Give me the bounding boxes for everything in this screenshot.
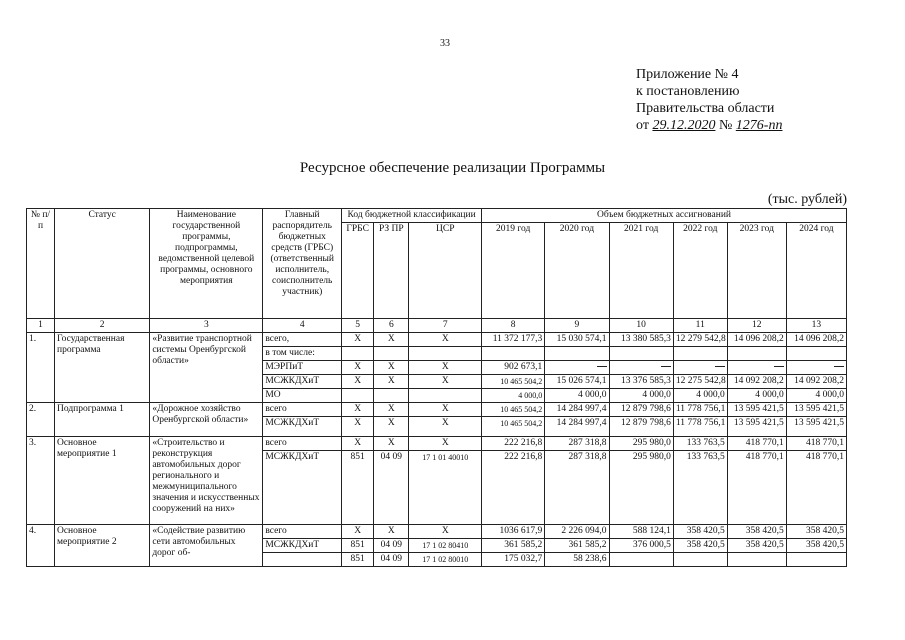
cell-grbs: Х	[342, 525, 374, 539]
dash-mark	[661, 366, 671, 367]
cell-csr: Х	[409, 437, 482, 451]
row-status: Государственная программа	[54, 333, 149, 403]
cell-csr: Х	[409, 375, 482, 389]
cell-2024: 418 770,1	[786, 451, 846, 525]
cell-2019: 10 465 504,2	[482, 403, 545, 417]
cell-csr: Х	[409, 333, 482, 347]
cell-csr: 17 1 01 40010	[409, 451, 482, 525]
cell-2021: 12 879 798,6	[609, 417, 673, 437]
colnum: 12	[727, 319, 786, 333]
cell-2019: 222 216,8	[482, 437, 545, 451]
row-num: 4.	[27, 525, 55, 567]
row-num: 1.	[27, 333, 55, 403]
colnum: 11	[673, 319, 727, 333]
cell-csr: Х	[409, 403, 482, 417]
cell-2023: 418 770,1	[727, 451, 786, 525]
cell-rzpr: Х	[374, 403, 409, 417]
cell-grbs: 851	[342, 539, 374, 553]
row-org: всего	[263, 403, 342, 417]
row-num: 3.	[27, 437, 55, 525]
cell-2024: 13 595 421,5	[786, 417, 846, 437]
row-org: МСЖКДХиТ	[263, 451, 342, 525]
cell-2019: 10 465 504,2	[482, 417, 545, 437]
cell-2019: 361 585,2	[482, 539, 545, 553]
cell-2020: 287 318,8	[545, 451, 609, 525]
colnum: 7	[409, 319, 482, 333]
cell-rzpr: 04 09	[374, 553, 409, 567]
cell-2021: 295 980,0	[609, 451, 673, 525]
appendix-block	[636, 66, 782, 134]
cell-2022: 358 420,5	[673, 525, 727, 539]
cell-2020: 361 585,2	[545, 539, 609, 553]
header-2019: 2019 год	[482, 223, 545, 319]
cell-2019: 175 032,7	[482, 553, 545, 567]
cell-rzpr: Х	[374, 333, 409, 347]
cell-2024	[786, 553, 846, 567]
cell-2022: 358 420,5	[673, 539, 727, 553]
row-org: МО	[263, 389, 342, 403]
cell-2020: 14 284 997,4	[545, 403, 609, 417]
cell-grbs: 851	[342, 451, 374, 525]
cell-2023: 358 420,5	[727, 539, 786, 553]
cell-2022	[673, 553, 727, 567]
cell-grbs: Х	[342, 437, 374, 451]
column-number-row	[27, 319, 847, 333]
cell-2024	[786, 361, 846, 375]
row-name: «Строительство и реконструкция автомобильных дорог регионального и межмуниципального значения и искусственных сооружений на них»	[150, 437, 263, 525]
cell-2022: 133 763,5	[673, 451, 727, 525]
cell-2019: 11 372 177,3	[482, 333, 545, 347]
colnum: 13	[786, 319, 846, 333]
dash-mark	[715, 366, 725, 367]
cell-2020: 287 318,8	[545, 437, 609, 451]
header-csr: ЦСР	[409, 223, 482, 319]
cell-2019: 10 465 504,2	[482, 375, 545, 389]
header-code-group: Код бюджетной классификации	[342, 209, 482, 223]
row-org: МЭРПиТ	[263, 361, 342, 375]
page-number: 33	[440, 38, 450, 49]
cell-2023: 418 770,1	[727, 437, 786, 451]
cell-2023: 4 000,0	[727, 389, 786, 403]
table-row	[27, 437, 847, 451]
cell-2023	[727, 361, 786, 375]
cell-grbs: Х	[342, 333, 374, 347]
cell-2024: 14 096 208,2	[786, 333, 846, 347]
row-org: всего	[263, 437, 342, 451]
cell-grbs: Х	[342, 417, 374, 437]
colnum: 3	[150, 319, 263, 333]
cell-csr: 17 1 02 80410	[409, 539, 482, 553]
row-org: в том числе:	[263, 347, 342, 361]
cell-2022: 133 763,5	[673, 437, 727, 451]
cell-2022: 11 778 756,1	[673, 403, 727, 417]
cell-2022: 4 000,0	[673, 389, 727, 403]
header-status: Статус	[54, 209, 149, 319]
cell-2020	[545, 361, 609, 375]
header-row-1	[27, 209, 847, 223]
header-grbs: ГРБС	[342, 223, 374, 319]
cell-2023: 13 595 421,5	[727, 403, 786, 417]
cell-rzpr	[374, 347, 409, 361]
cell-csr	[409, 389, 482, 403]
appendix-date-line	[636, 117, 782, 134]
colnum: 1	[27, 319, 55, 333]
cell-grbs: Х	[342, 403, 374, 417]
header-2024: 2024 год	[786, 223, 846, 319]
row-status: Подпрограмма 1	[54, 403, 149, 437]
cell-2022	[673, 361, 727, 375]
cell-rzpr: Х	[374, 417, 409, 437]
header-volume-group: Объем бюджетных ассигнований	[482, 209, 847, 223]
cell-2021: 4 000,0	[609, 389, 673, 403]
cell-rzpr: 04 09	[374, 539, 409, 553]
row-name: «Развитие транспортной системы Оренбургской области»	[150, 333, 263, 403]
cell-2019: 1036 617,9	[482, 525, 545, 539]
cell-2024: 358 420,5	[786, 525, 846, 539]
dash-mark	[834, 366, 844, 367]
decree-date: 29.12.2020	[652, 118, 716, 133]
from-label: от	[636, 118, 649, 133]
colnum: 2	[54, 319, 149, 333]
cell-2021	[609, 361, 673, 375]
cell-2024: 4 000,0	[786, 389, 846, 403]
cell-2019: 902 673,1	[482, 361, 545, 375]
cell-2023	[727, 347, 786, 361]
cell-2021	[609, 553, 673, 567]
cell-2024	[786, 347, 846, 361]
cell-csr	[409, 347, 482, 361]
colnum: 8	[482, 319, 545, 333]
row-name: «Содействие развитию сети автомобильных дорог об-	[150, 525, 263, 567]
header-2022: 2022 год	[673, 223, 727, 319]
cell-grbs: Х	[342, 361, 374, 375]
cell-2020: 2 226 094,0	[545, 525, 609, 539]
cell-rzpr: Х	[374, 525, 409, 539]
cell-2021: 588 124,1	[609, 525, 673, 539]
cell-grbs: Х	[342, 375, 374, 389]
cell-2021: 295 980,0	[609, 437, 673, 451]
colnum: 6	[374, 319, 409, 333]
header-2020: 2020 год	[545, 223, 609, 319]
header-name: Наименование государственной программы, подпрограммы, ведомственной целевой программы, основного мероприятия	[150, 209, 263, 319]
cell-2022: 12 279 542,8	[673, 333, 727, 347]
cell-2023: 13 595 421,5	[727, 417, 786, 437]
row-org: МСЖКДХиТ	[263, 375, 342, 389]
cell-2024: 13 595 421,5	[786, 403, 846, 417]
row-org: всего,	[263, 333, 342, 347]
table-row	[27, 403, 847, 417]
cell-2023: 358 420,5	[727, 525, 786, 539]
table-row	[27, 333, 847, 347]
cell-2021: 13 380 585,3	[609, 333, 673, 347]
header-2023: 2023 год	[727, 223, 786, 319]
row-status: Основное мероприятие 1	[54, 437, 149, 525]
cell-2021	[609, 347, 673, 361]
cell-grbs	[342, 389, 374, 403]
cell-2019: 222 216,8	[482, 451, 545, 525]
cell-2024: 418 770,1	[786, 437, 846, 451]
cell-2020: 4 000,0	[545, 389, 609, 403]
cell-2023: 14 092 208,2	[727, 375, 786, 389]
cell-2021: 376 000,5	[609, 539, 673, 553]
appendix-line-1: Приложение № 4	[636, 67, 739, 82]
cell-2021: 13 376 585,3	[609, 375, 673, 389]
cell-2022	[673, 347, 727, 361]
dash-mark	[597, 366, 607, 367]
appendix-line-3: Правительства области	[636, 101, 775, 116]
document-title: Ресурсное обеспечение реализации Программы	[299, 160, 606, 176]
cell-csr: 17 1 02 80010	[409, 553, 482, 567]
cell-grbs: 851	[342, 553, 374, 567]
cell-2023	[727, 553, 786, 567]
cell-2022: 12 275 542,8	[673, 375, 727, 389]
colnum: 9	[545, 319, 609, 333]
header-grbs-main: Главный распорядитель бюджетных средств (ГРБС) (ответственный исполнитель, соисполнитель участник)	[263, 209, 342, 319]
cell-rzpr: Х	[374, 361, 409, 375]
row-org	[263, 553, 342, 567]
colnum: 10	[609, 319, 673, 333]
row-status: Основное мероприятие 2	[54, 525, 149, 567]
row-org: МСЖКДХиТ	[263, 539, 342, 553]
cell-grbs	[342, 347, 374, 361]
header-2021: 2021 год	[609, 223, 673, 319]
cell-2019	[482, 347, 545, 361]
table-row	[27, 525, 847, 539]
row-num: 2.	[27, 403, 55, 437]
cell-2020	[545, 347, 609, 361]
cell-2019: 4 000,0	[482, 389, 545, 403]
units-label: (тыс. рублей)	[767, 192, 847, 207]
cell-csr: Х	[409, 417, 482, 437]
header-num: № п/п	[27, 209, 55, 319]
appendix-line-2: к постановлению	[636, 84, 740, 99]
cell-2024: 14 092 208,2	[786, 375, 846, 389]
cell-2020: 58 238,6	[545, 553, 609, 567]
cell-2024: 358 420,5	[786, 539, 846, 553]
cell-2022: 11 778 756,1	[673, 417, 727, 437]
cell-2021: 12 879 798,6	[609, 403, 673, 417]
row-org: МСЖКДХиТ	[263, 417, 342, 437]
cell-rzpr: 04 09	[374, 451, 409, 525]
decree-number: 1276-пп	[735, 118, 783, 133]
cell-2020: 15 026 574,1	[545, 375, 609, 389]
colnum: 4	[263, 319, 342, 333]
header-rzpr: РЗ ПР	[374, 223, 409, 319]
dash-mark	[774, 366, 784, 367]
row-org: всего	[263, 525, 342, 539]
cell-2023: 14 096 208,2	[727, 333, 786, 347]
cell-csr: Х	[409, 525, 482, 539]
cell-rzpr: Х	[374, 375, 409, 389]
resource-table	[26, 208, 847, 567]
cell-rzpr	[374, 389, 409, 403]
cell-csr: Х	[409, 361, 482, 375]
number-label: №	[718, 118, 733, 133]
row-name: «Дорожное хозяйство Оренбургской области»	[150, 403, 263, 437]
cell-2020: 15 030 574,1	[545, 333, 609, 347]
cell-2020: 14 284 997,4	[545, 417, 609, 437]
colnum: 5	[342, 319, 374, 333]
cell-rzpr: Х	[374, 437, 409, 451]
